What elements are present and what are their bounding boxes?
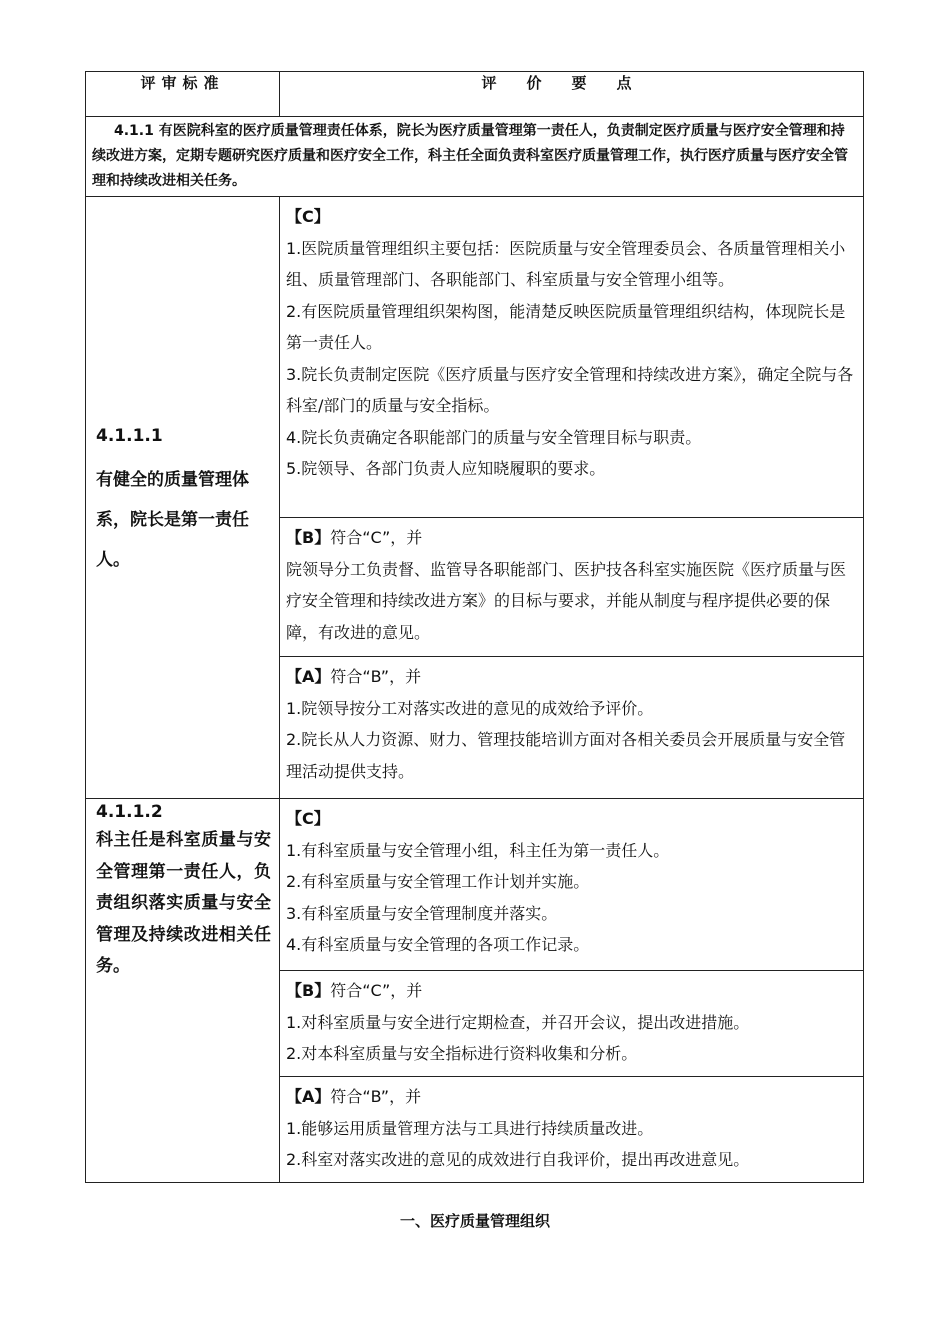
criterion-line: 2.对本科室质量与安全指标进行资料收集和分析。 bbox=[286, 1044, 638, 1063]
level-label: 【A】符合“B”，并 bbox=[286, 667, 422, 686]
criterion-line: 1.有科室质量与安全管理小组，科主任为第一责任人。 bbox=[286, 840, 670, 860]
criterion-line: 1.能够运用质量管理方法与工具进行持续质量改进。 bbox=[286, 1118, 654, 1138]
header-points-label: 评价要点 bbox=[481, 74, 662, 92]
header-cell-points bbox=[280, 72, 864, 117]
criterion-line: 2.有科室质量与安全管理工作计划并实施。 bbox=[286, 872, 590, 891]
criterion-line: 1.对科室质量与安全进行定期检查，并召开会议，提出改进措施。 bbox=[286, 1012, 750, 1032]
intro-text bbox=[92, 119, 857, 194]
criterion-line: 1.院领导按分工对落实改进的意见的成效给予评价。 bbox=[286, 698, 654, 718]
criterion-line: 1.医院质量管理组织主要包括：医院质量与安全管理委员会、各质量管理相关小组、质量管理部门、各职能部门、科室质量与安全管理小组等。 bbox=[286, 238, 846, 289]
criterion-row bbox=[86, 197, 864, 518]
criterion-line: 4.有科室质量与安全管理的各项工作记录。 bbox=[286, 935, 590, 954]
standard-code: 4.1.1.1 bbox=[96, 425, 163, 446]
criterion-b bbox=[280, 971, 864, 1077]
criterion-line: 2.院长从人力资源、财力、管理技能培训方面对各相关委员会开展质量与安全管理活动提供支持。 bbox=[286, 730, 846, 781]
level-label: 【C】 bbox=[286, 809, 330, 828]
standard-text: 科主任是科室质量与安全管理第一责任人，负责组织落实质量与安全管理及持续改进相关任务。 bbox=[96, 830, 271, 976]
header-standard-label: 评审标准 bbox=[140, 74, 225, 92]
intro-cell bbox=[86, 117, 864, 197]
criterion-a bbox=[280, 1077, 864, 1183]
standard-text: 有健全的质量管理体系，院长是第一责任人。 bbox=[96, 469, 249, 570]
intro-row bbox=[86, 117, 864, 197]
intro-body: 有医院科室的医疗质量管理责任体系，院长为医疗质量管理第一责任人，负责制定医疗质量与医疗安全管理和持续改进方案，定期专题研究医疗质量和医疗安全工作，科主任全面负责科室医疗质量管理工作，执行医疗质量与医疗安全管理和持续改进相关任务。 bbox=[92, 123, 848, 189]
criterion-line: 5.院领导、各部门负责人应知晓履职的要求。 bbox=[286, 459, 606, 478]
standard-code: 4.1.1.2 bbox=[96, 802, 163, 822]
table-header-row bbox=[86, 72, 864, 117]
standards-table bbox=[85, 71, 864, 1183]
level-label: 【C】 bbox=[286, 207, 330, 226]
criterion-a bbox=[280, 657, 864, 799]
level-label: 【B】符合“C”，并 bbox=[286, 981, 423, 1000]
criterion-c bbox=[280, 799, 864, 971]
standard-cell bbox=[86, 197, 280, 799]
criterion-row bbox=[86, 799, 864, 971]
criterion-line: 3.有科室质量与安全管理制度并落实。 bbox=[286, 903, 558, 923]
level-label: 【A】符合“B”，并 bbox=[286, 1087, 422, 1106]
header-cell-standard bbox=[86, 72, 280, 117]
criterion-c bbox=[280, 197, 864, 518]
section-title: 一、医疗质量管理组织 bbox=[399, 1212, 550, 1230]
criterion-line: 4.院长负责确定各职能部门的质量与安全管理目标与职责。 bbox=[286, 427, 702, 447]
criterion-b bbox=[280, 518, 864, 657]
intro-code: 4.1.1 bbox=[114, 123, 154, 139]
standard-cell bbox=[86, 799, 280, 1183]
criterion-line: 3.院长负责制定医院《医疗质量与医疗安全管理和持续改进方案》，确定全院与各科室/部门的质量与安全指标。 bbox=[286, 364, 854, 415]
criterion-line: 院领导分工负责督、监管导各职能部门、医护技各科室实施医院《医疗质量与医疗安全管理和持续改进方案》的目标与要求，并能从制度与程序提供必要的保障，有改进的意见。 bbox=[286, 559, 847, 642]
criterion-line: 2.有医院质量管理组织架构图，能清楚反映医院质量管理组织结构，体现院长是第一责任人。 bbox=[286, 301, 846, 352]
level-label: 【B】符合“C”，并 bbox=[286, 528, 423, 547]
criterion-line: 2.科室对落实改进的意见的成效进行自我评价，提出再改进意见。 bbox=[286, 1150, 750, 1169]
